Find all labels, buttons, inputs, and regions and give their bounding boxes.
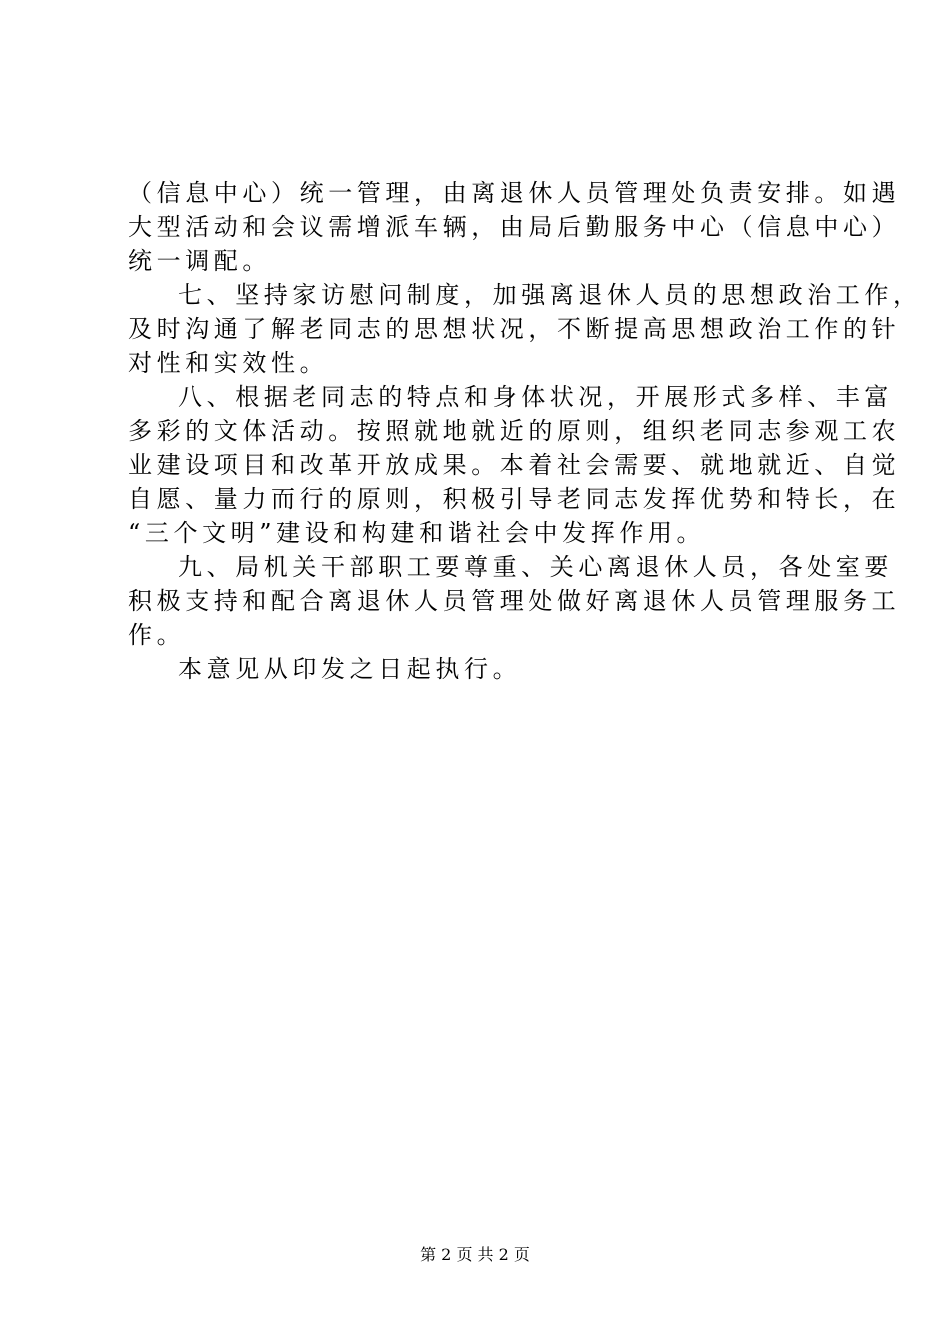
text-line: 自愿、量力而行的原则，积极引导老同志发挥优势和特长，在	[128, 485, 901, 513]
text-line: 大型活动和会议需增派车辆，由局后勤服务中心（信息中心）	[128, 213, 901, 241]
text-line: 及时沟通了解老同志的思想状况，不断提高思想政治工作的针	[128, 315, 901, 343]
paragraph-start-line: 七、坚持家访慰问制度，加强离退休人员的思想政治工作，	[178, 281, 922, 309]
paragraph-start-line: 八、根据老同志的特点和身体状况，开展形式多样、丰富	[178, 383, 893, 411]
text-line: 对性和实效性。	[128, 349, 329, 377]
page-number-footer: 第 2 页 共 2 页	[420, 1245, 530, 1264]
text-line: “三个文明”建设和构建和谐社会中发挥作用。	[128, 519, 706, 547]
text-line: 统一调配。	[128, 247, 271, 275]
paragraph-start-line: 九、局机关干部职工要尊重、关心离退休人员，各处室要	[178, 553, 893, 581]
text-line: 业建设项目和改革开放成果。本着社会需要、就地就近、自觉	[128, 451, 901, 479]
text-line: 积极支持和配合离退休人员管理处做好离退休人员管理服务工	[128, 587, 901, 615]
text-line: （信息中心）统一管理，由离退休人员管理处负责安排。如遇	[128, 179, 901, 207]
text-line: 作。	[128, 621, 186, 649]
text-line: 多彩的文体活动。按照就地就近的原则，组织老同志参观工农	[128, 417, 901, 445]
paragraph-start-line: 本意见从印发之日起执行。	[178, 655, 522, 683]
